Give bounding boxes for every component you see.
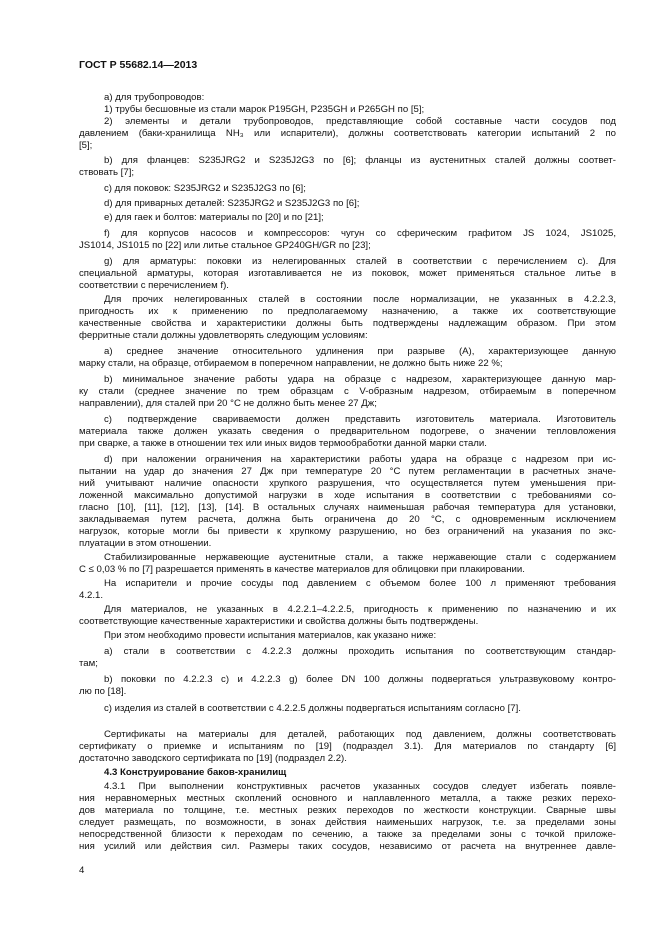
text-line: 4.3.1 При выполнении конструктивных расчетов указанных сосудов следует избегать появле- xyxy=(104,781,616,792)
text-line: следует размещать, по возможности, в зонах действия наименьших нагрузок, т.е. за пределами зоны xyxy=(79,817,616,828)
text-line: Для материалов, не указанных в 4.2.2.1–4.2.2.5, пригодность к применению по назначению и их xyxy=(104,604,616,615)
text-line: направлении), для сталей при 20 °С не должно быть менее 27 Дж; xyxy=(79,398,377,409)
text-line: а) для трубопроводов: xyxy=(104,92,205,103)
text-line: марку стали, на образце, отбираемом в поперечном направлении, не должно быть ниже 22 %; xyxy=(79,358,503,369)
text-line: а) среднее значение относительного удлинения при разрыве (A), характеризующее данную xyxy=(104,346,616,357)
text-line: На испарители и прочие сосуды под давлением с объемом более 100 л применяют требования xyxy=(104,578,616,589)
text-line: b) для фланцев: S235JRG2 и S235J2G3 по [6]; фланцы из аустенитных сталей должны соответ- xyxy=(104,155,616,166)
text-line: ствовать [7]; xyxy=(79,167,135,178)
text-line: непосредственной близости к переходам по сечению, а также за пределами зоны с точкой приложе- xyxy=(79,829,616,840)
text-line: c) для поковок: S235JRG2 и S235J2G3 по [6]; xyxy=(104,183,306,194)
text-line: JS1014, JS1015 по [22] или литье стальное GP240GH/GR по [23]; xyxy=(79,240,371,251)
text-line: давлением (баки-хранилища NH₃ или испарители), должны соответствовать категории испытаний 2 по xyxy=(79,128,616,139)
text-line: e) для гаек и болтов: материалы по [20] и по [21]; xyxy=(104,212,324,223)
text-line: Для прочих нелегированных сталей в состоянии после нормализации, не указанных в 4.2.2.3, xyxy=(104,294,616,305)
text-line: 4.2.1. xyxy=(79,590,104,601)
text-line: пригодность их к применению по предполагаемому назначению, а также их соответствующие xyxy=(79,306,616,317)
text-line: достаточно заводского сертификата по [19] (подраздел 2.2). xyxy=(79,753,347,764)
text-line: b) минимальное значение работы удара на образце с надрезом, характеризующее данную мар- xyxy=(104,374,616,385)
text-line: C ≤ 0,03 % по [7] разрешается применять в качестве материалов для облицовки при плакировании. xyxy=(79,564,525,575)
text-line: специальной арматуры, которая изготавливается не из поковок, может применяться стальное литье в xyxy=(79,268,616,279)
text-line: 2) элементы и детали трубопроводов, представляющие собой составные части сосудов под xyxy=(104,116,616,127)
text-line: лю по [18]. xyxy=(79,686,127,697)
text-line: 1) трубы бесшовные из стали марок P195GH, P235GH и P265GH по [5]; xyxy=(104,104,425,115)
text-line: Сертификаты на материалы для деталей, работающих под давлением, должны соответствовать xyxy=(104,729,616,740)
text-line: При этом необходимо провести испытания материалов, как указано ниже: xyxy=(104,630,437,641)
text-line: а) стали в соответствии с 4.2.2.3 должны проходить испытания по соответствующим стандар- xyxy=(104,646,616,657)
text-line: ложенной максимально допустимой нагрузки в ходе испытания в соответствии с требованиями со- xyxy=(79,490,616,501)
text-line: f) для корпусов насосов и компрессоров: чугун со сферическим графитом JS 1024, JS1025, xyxy=(104,228,616,239)
text-line: d) для приварных деталей: S235JRG2 и S235J2G3 по [6]; xyxy=(104,198,360,209)
text-line: g) для арматуры: поковки из нелегированных сталей в соответствии с перечислением с). Для xyxy=(104,256,616,267)
text-line: закладываемая путем расчета, должна быть ограничена до 20 °С, с одновременным исключением xyxy=(79,514,616,525)
text-line: ку стали (среднее значение по трем образцам с V-образным надрезом, отбираемым в поперечном xyxy=(79,386,616,397)
text-line: [5]; xyxy=(79,140,93,151)
text-line: соответствии с перечислением f). xyxy=(79,280,229,291)
text-line: соответствующие качественные характеристики и свойства должны быть подтверждены. xyxy=(79,616,479,627)
text-line: при сварке, а также в отношении тех или иных видов термообработки данной марки стали. xyxy=(79,438,487,449)
text-line: пытании на удар до значения 27 Дж при температуре 20 °С путем регламентации в расчетных значе- xyxy=(79,466,616,477)
text-line: ний учитывают наличие опасности хрупкого разрушения, что осуществляется путем уменьшения при- xyxy=(79,478,616,489)
text-line: Стабилизированные нержавеющие аустенитные стали, а также нержавеющие стали с содержанием xyxy=(104,552,616,563)
text-line: с) изделия из сталей в соответствии с 4.2.2.5 должны подвергаться испытаниям согласно [7]. xyxy=(104,703,521,714)
text-line: d) при наложении ограничения на характеристики работы удара на образце с надрезом при ис- xyxy=(104,454,616,465)
text-line: b) поковки по 4.2.2.3 с) и 4.2.2.3 g) более DN 100 должны подвергаться ультразвуковому контро- xyxy=(104,674,616,685)
text-line: там; xyxy=(79,658,98,669)
text-line: ферритные стали должны удовлетворять следующим условиям: xyxy=(79,330,368,341)
text-line: нагрузок, которые могли бы привести к хрупкому разрушению, но без ограничений на указания по экс- xyxy=(79,526,616,537)
text-line: материала также должен указать сведения о предварительном подогреве, о значении тепловложения xyxy=(79,426,616,437)
page-number: 4 xyxy=(79,865,85,876)
text-line: ния усилий или действия сил. Размеры таких сосудов, независимо от расчета на внутреннее давле- xyxy=(79,841,616,852)
text-line: дов материала по толщине, т.е. местных резких переходов по жесткости конструкции. Сварные швы xyxy=(79,805,616,816)
text-line: сертификату о приемке и испытаниям по [19] (подраздел 3.1). Для материалов по стандарту [6] xyxy=(79,741,616,752)
text-line: гласно [10], [11], [12], [13], [14]. В остальных случаях наименьшая рабочая температура для установки, xyxy=(79,502,616,513)
text-line: 4.3 Конструирование баков-хранилищ xyxy=(104,767,287,778)
text-line: с) подтверждение свариваемости должен представить изготовитель материала. Изготовитель xyxy=(104,414,616,425)
document-header: ГОСТ Р 55682.14—2013 xyxy=(79,59,198,71)
text-line: качественные свойства и характеристики должны быть подтверждены надлежащим образом. При этом xyxy=(79,318,616,329)
text-line: плуатации в этом отношении. xyxy=(79,538,212,549)
text-line: ния неравномерных местных скоплений основного и наплавленного металла, а также резких перехо- xyxy=(79,793,616,804)
